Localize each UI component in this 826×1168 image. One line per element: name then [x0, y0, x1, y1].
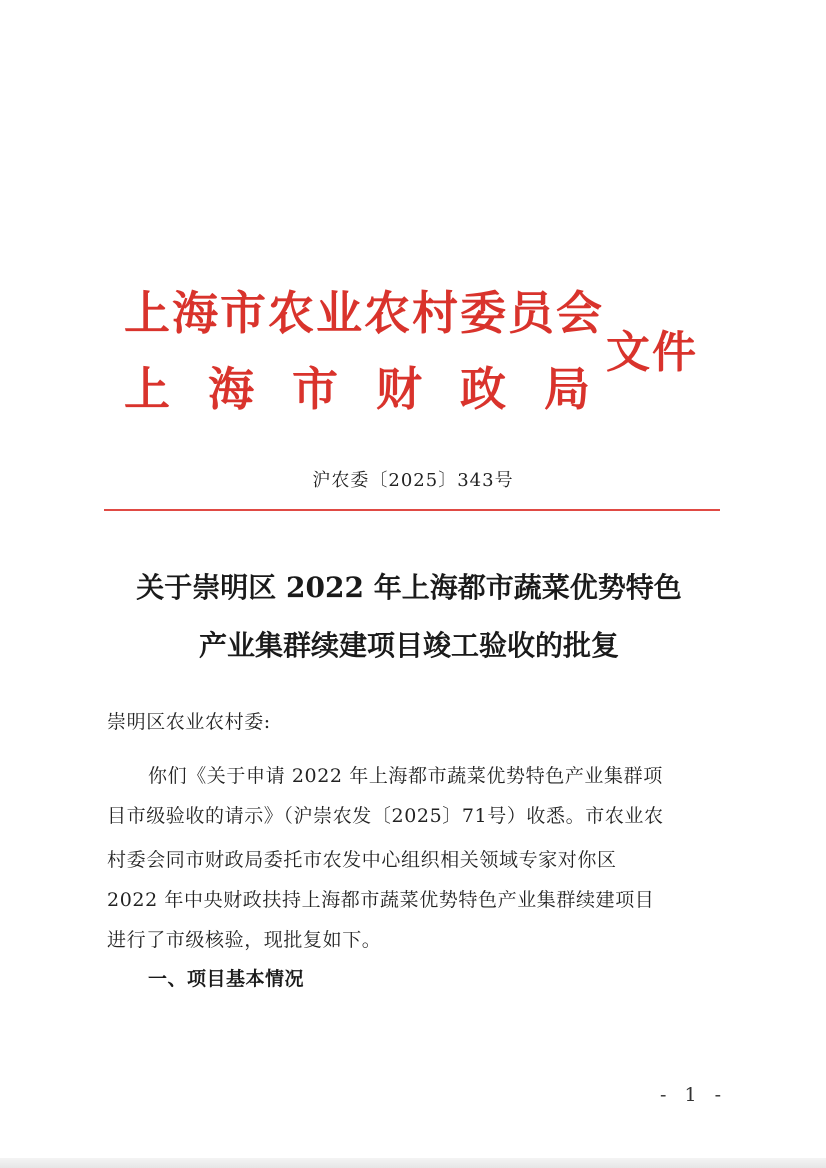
paragraph-line: 村委会同市财政局委托市农发中心组织相关领域专家对你区	[107, 849, 617, 871]
header-divider	[104, 509, 720, 511]
issuing-org-agriculture: 上海市农业农村委员会	[124, 286, 604, 340]
paragraph-line: 进行了市级核验，现批复如下。	[107, 929, 382, 951]
issuing-org-finance: 上海市财政局	[124, 362, 628, 416]
document-type-label: 文件	[606, 327, 698, 378]
section-heading: 一、项目基本情况	[148, 968, 305, 990]
document-number: 沪农委〔2025〕343号	[312, 470, 514, 491]
document-title-line-1: 关于崇明区 2022 年上海都市蔬菜优势特色	[136, 571, 682, 604]
addressee: 崇明区农业农村委:	[107, 711, 271, 733]
document-title-line-2: 产业集群续建项目竣工验收的批复	[198, 629, 619, 662]
page-number: - 1 -	[660, 1084, 728, 1106]
paragraph-line: 2022 年中央财政扶持上海都市蔬菜优势特色产业集群续建项目	[107, 889, 655, 911]
page-bottom-edge	[0, 1158, 826, 1168]
paragraph-line: 目市级验收的请示》（沪崇农发〔2025〕71号）收悉。市农业农	[107, 805, 664, 827]
paragraph-line: 你们《关于申请 2022 年上海都市蔬菜优势特色产业集群项	[148, 765, 663, 787]
